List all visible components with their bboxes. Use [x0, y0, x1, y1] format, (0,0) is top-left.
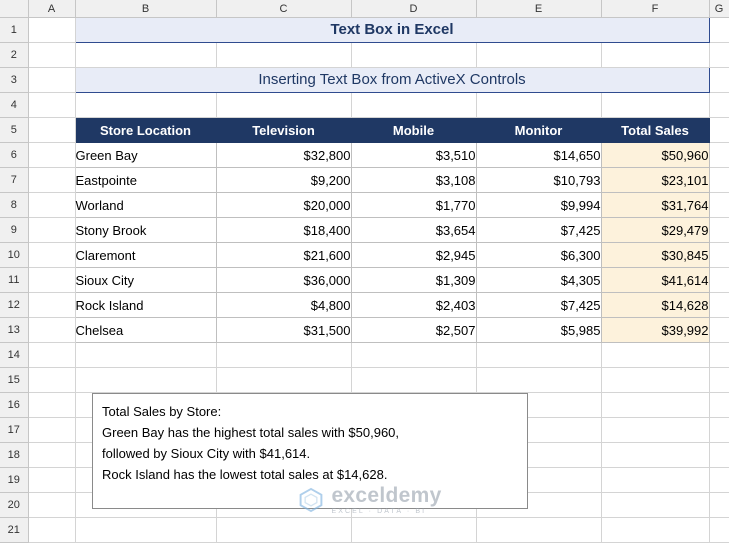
- column-header-c[interactable]: C: [216, 0, 351, 18]
- watermark-tagline: EXCEL · DATA · BI: [331, 508, 427, 515]
- cell-a9[interactable]: [28, 218, 75, 243]
- column-header-g[interactable]: G: [709, 0, 729, 18]
- cell-c15[interactable]: [216, 368, 351, 393]
- table-row: [0, 218, 729, 243]
- cell-g11[interactable]: [709, 268, 729, 293]
- column-header-d[interactable]: D: [351, 0, 476, 18]
- cell-g18[interactable]: [709, 443, 729, 468]
- cell-f20[interactable]: [601, 493, 709, 518]
- cell-monitor[interactable]: $10,793: [476, 168, 601, 193]
- cell-monitor[interactable]: $7,425: [476, 293, 601, 318]
- cell-g9[interactable]: [709, 218, 729, 243]
- cell-television[interactable]: $18,400: [216, 218, 351, 243]
- row-header-18[interactable]: 18: [0, 443, 28, 468]
- activex-text-box[interactable]: [92, 393, 528, 509]
- cell-g12[interactable]: [709, 293, 729, 318]
- cell-store-location[interactable]: Claremont: [75, 243, 216, 268]
- cell-total-sales[interactable]: $29,479: [601, 218, 709, 243]
- cell-e4[interactable]: [476, 93, 601, 118]
- cell-television[interactable]: $36,000: [216, 268, 351, 293]
- cell-e21[interactable]: [476, 518, 601, 543]
- column-header-row: [0, 0, 729, 18]
- row-4: [0, 93, 729, 118]
- cell-g7[interactable]: [709, 168, 729, 193]
- cell-mobile[interactable]: $2,945: [351, 243, 476, 268]
- cell-g8[interactable]: [709, 193, 729, 218]
- cell-a5[interactable]: [28, 118, 75, 143]
- cell-c14[interactable]: [216, 343, 351, 368]
- cell-a2[interactable]: [28, 43, 75, 68]
- cell-monitor[interactable]: $5,985: [476, 318, 601, 343]
- cell-b15[interactable]: [75, 368, 216, 393]
- cell-total-sales[interactable]: $14,628: [601, 293, 709, 318]
- cell-g10[interactable]: [709, 243, 729, 268]
- cell-mobile[interactable]: $2,403: [351, 293, 476, 318]
- cell-store-location[interactable]: Worland: [75, 193, 216, 218]
- cell-f4[interactable]: [601, 93, 709, 118]
- cell-a12[interactable]: [28, 293, 75, 318]
- cell-mobile[interactable]: $2,507: [351, 318, 476, 343]
- table-header-store-location: Store Location: [75, 118, 216, 143]
- cell-b4[interactable]: [75, 93, 216, 118]
- cell-g5[interactable]: [709, 118, 729, 143]
- textbox-line-4: Rock Island has the lowest total sales at $14,628.: [102, 467, 388, 482]
- cell-b2[interactable]: [75, 43, 216, 68]
- cell-g13[interactable]: [709, 318, 729, 343]
- cell-a6[interactable]: [28, 143, 75, 168]
- cell-total-sales[interactable]: $39,992: [601, 318, 709, 343]
- cell-total-sales[interactable]: $30,845: [601, 243, 709, 268]
- table-row: [0, 143, 729, 168]
- cell-mobile[interactable]: $3,108: [351, 168, 476, 193]
- row-header-16[interactable]: 16: [0, 393, 28, 418]
- cell-television[interactable]: $4,800: [216, 293, 351, 318]
- cell-monitor[interactable]: $6,300: [476, 243, 601, 268]
- cell-a7[interactable]: [28, 168, 75, 193]
- cell-d15[interactable]: [351, 368, 476, 393]
- cell-f19[interactable]: [601, 468, 709, 493]
- row-header-1[interactable]: 1: [0, 18, 28, 43]
- cell-television[interactable]: $20,000: [216, 193, 351, 218]
- select-all-corner[interactable]: [0, 0, 28, 18]
- cell-c4[interactable]: [216, 93, 351, 118]
- cell-f17[interactable]: [601, 418, 709, 443]
- cell-store-location[interactable]: Green Bay: [75, 143, 216, 168]
- cell-b14[interactable]: [75, 343, 216, 368]
- cell-f21[interactable]: [601, 518, 709, 543]
- row-header-14[interactable]: 14: [0, 343, 28, 368]
- cell-f16[interactable]: [601, 393, 709, 418]
- cell-e15[interactable]: [476, 368, 601, 393]
- cell-f15[interactable]: [601, 368, 709, 393]
- cell-television[interactable]: $9,200: [216, 168, 351, 193]
- row-header-15[interactable]: 15: [0, 368, 28, 393]
- cell-g2[interactable]: [709, 43, 729, 68]
- row-header-8[interactable]: 8: [0, 193, 28, 218]
- cell-g4[interactable]: [709, 93, 729, 118]
- cell-e2[interactable]: [476, 43, 601, 68]
- cell-a10[interactable]: [28, 243, 75, 268]
- column-header-f[interactable]: F: [601, 0, 709, 18]
- textbox-line-3: followed by Sioux City with $41,614.: [102, 446, 311, 461]
- cell-c21[interactable]: [216, 518, 351, 543]
- cell-g14[interactable]: [709, 343, 729, 368]
- cell-television[interactable]: $31,500: [216, 318, 351, 343]
- cell-a21[interactable]: [28, 518, 75, 543]
- column-header-e[interactable]: E: [476, 0, 601, 18]
- row-header-5[interactable]: 5: [0, 118, 28, 143]
- cell-a17[interactable]: [28, 418, 75, 443]
- cell-store-location[interactable]: Sioux City: [75, 268, 216, 293]
- cell-monitor[interactable]: $14,650: [476, 143, 601, 168]
- cell-store-location[interactable]: Rock Island: [75, 293, 216, 318]
- table-row: [0, 193, 729, 218]
- cell-g20[interactable]: [709, 493, 729, 518]
- page-title: Text Box in Excel: [75, 18, 709, 43]
- row-header-10[interactable]: 10: [0, 243, 28, 268]
- cell-f14[interactable]: [601, 343, 709, 368]
- column-header-b[interactable]: B: [75, 0, 216, 18]
- row-header-21[interactable]: 21: [0, 518, 28, 543]
- row-header-6[interactable]: 6: [0, 143, 28, 168]
- cell-a20[interactable]: [28, 493, 75, 518]
- cell-b21[interactable]: [75, 518, 216, 543]
- cell-a13[interactable]: [28, 318, 75, 343]
- cell-total-sales[interactable]: $23,101: [601, 168, 709, 193]
- textbox-line-2: Green Bay has the highest total sales with $50,960,: [102, 425, 400, 440]
- cell-total-sales[interactable]: $50,960: [601, 143, 709, 168]
- cell-mobile[interactable]: $1,770: [351, 193, 476, 218]
- row-header-2[interactable]: 2: [0, 43, 28, 68]
- cell-monitor[interactable]: $7,425: [476, 218, 601, 243]
- cell-store-location[interactable]: Eastpointe: [75, 168, 216, 193]
- cell-a16[interactable]: [28, 393, 75, 418]
- cell-d14[interactable]: [351, 343, 476, 368]
- row-header-12[interactable]: 12: [0, 293, 28, 318]
- cell-store-location[interactable]: Stony Brook: [75, 218, 216, 243]
- page-subtitle: Inserting Text Box from ActiveX Controls: [75, 68, 709, 93]
- cell-d2[interactable]: [351, 43, 476, 68]
- cell-g16[interactable]: [709, 393, 729, 418]
- cell-total-sales[interactable]: $41,614: [601, 268, 709, 293]
- row-header-9[interactable]: 9: [0, 218, 28, 243]
- cell-c2[interactable]: [216, 43, 351, 68]
- table-header-mobile: Mobile: [351, 118, 476, 143]
- cell-d21[interactable]: [351, 518, 476, 543]
- cell-a8[interactable]: [28, 193, 75, 218]
- cell-a15[interactable]: [28, 368, 75, 393]
- table-header-monitor: Monitor: [476, 118, 601, 143]
- cell-a4[interactable]: [28, 93, 75, 118]
- cell-monitor[interactable]: $9,994: [476, 193, 601, 218]
- row-header-17[interactable]: 17: [0, 418, 28, 443]
- textbox-line-1: Total Sales by Store:: [102, 404, 222, 419]
- cell-g3[interactable]: [709, 68, 729, 93]
- table-row: [0, 318, 729, 343]
- row-header-19[interactable]: 19: [0, 468, 28, 493]
- row-header-13[interactable]: 13: [0, 318, 28, 343]
- row-3: [0, 68, 729, 93]
- cell-g17[interactable]: [709, 418, 729, 443]
- cell-monitor[interactable]: $4,305: [476, 268, 601, 293]
- cell-a18[interactable]: [28, 443, 75, 468]
- table-header-total-sales: Total Sales: [601, 118, 709, 143]
- cell-mobile[interactable]: $1,309: [351, 268, 476, 293]
- row-header-3[interactable]: 3: [0, 68, 28, 93]
- row-14: [0, 343, 729, 368]
- table-header-television: Television: [216, 118, 351, 143]
- cell-d4[interactable]: [351, 93, 476, 118]
- cell-a1[interactable]: [28, 18, 75, 43]
- watermark-name: exceldemy: [331, 484, 442, 507]
- cell-mobile[interactable]: $3,654: [351, 218, 476, 243]
- cell-g1[interactable]: [709, 18, 729, 43]
- row-header-11[interactable]: 11: [0, 268, 28, 293]
- row-header-7[interactable]: 7: [0, 168, 28, 193]
- cell-mobile[interactable]: $3,510: [351, 143, 476, 168]
- cell-g15[interactable]: [709, 368, 729, 393]
- cell-e14[interactable]: [476, 343, 601, 368]
- row-2: [0, 43, 729, 68]
- table-row: [0, 168, 729, 193]
- cell-g21[interactable]: [709, 518, 729, 543]
- row-header-20[interactable]: 20: [0, 493, 28, 518]
- cell-a14[interactable]: [28, 343, 75, 368]
- column-header-a[interactable]: A: [28, 0, 75, 18]
- cell-television[interactable]: $32,800: [216, 143, 351, 168]
- row-1: [0, 18, 729, 43]
- table-row: [0, 268, 729, 293]
- table-row: [0, 243, 729, 268]
- cell-a19[interactable]: [28, 468, 75, 493]
- cell-total-sales[interactable]: $31,764: [601, 193, 709, 218]
- row-15: [0, 368, 729, 393]
- cell-a11[interactable]: [28, 268, 75, 293]
- cell-television[interactable]: $21,600: [216, 243, 351, 268]
- table-header-row: [0, 118, 729, 143]
- cell-f18[interactable]: [601, 443, 709, 468]
- cell-f2[interactable]: [601, 43, 709, 68]
- cell-store-location[interactable]: Chelsea: [75, 318, 216, 343]
- table-row: [0, 293, 729, 318]
- row-header-4[interactable]: 4: [0, 93, 28, 118]
- cell-g19[interactable]: [709, 468, 729, 493]
- row-21: [0, 518, 729, 543]
- cell-g6[interactable]: [709, 143, 729, 168]
- cell-a3[interactable]: [28, 68, 75, 93]
